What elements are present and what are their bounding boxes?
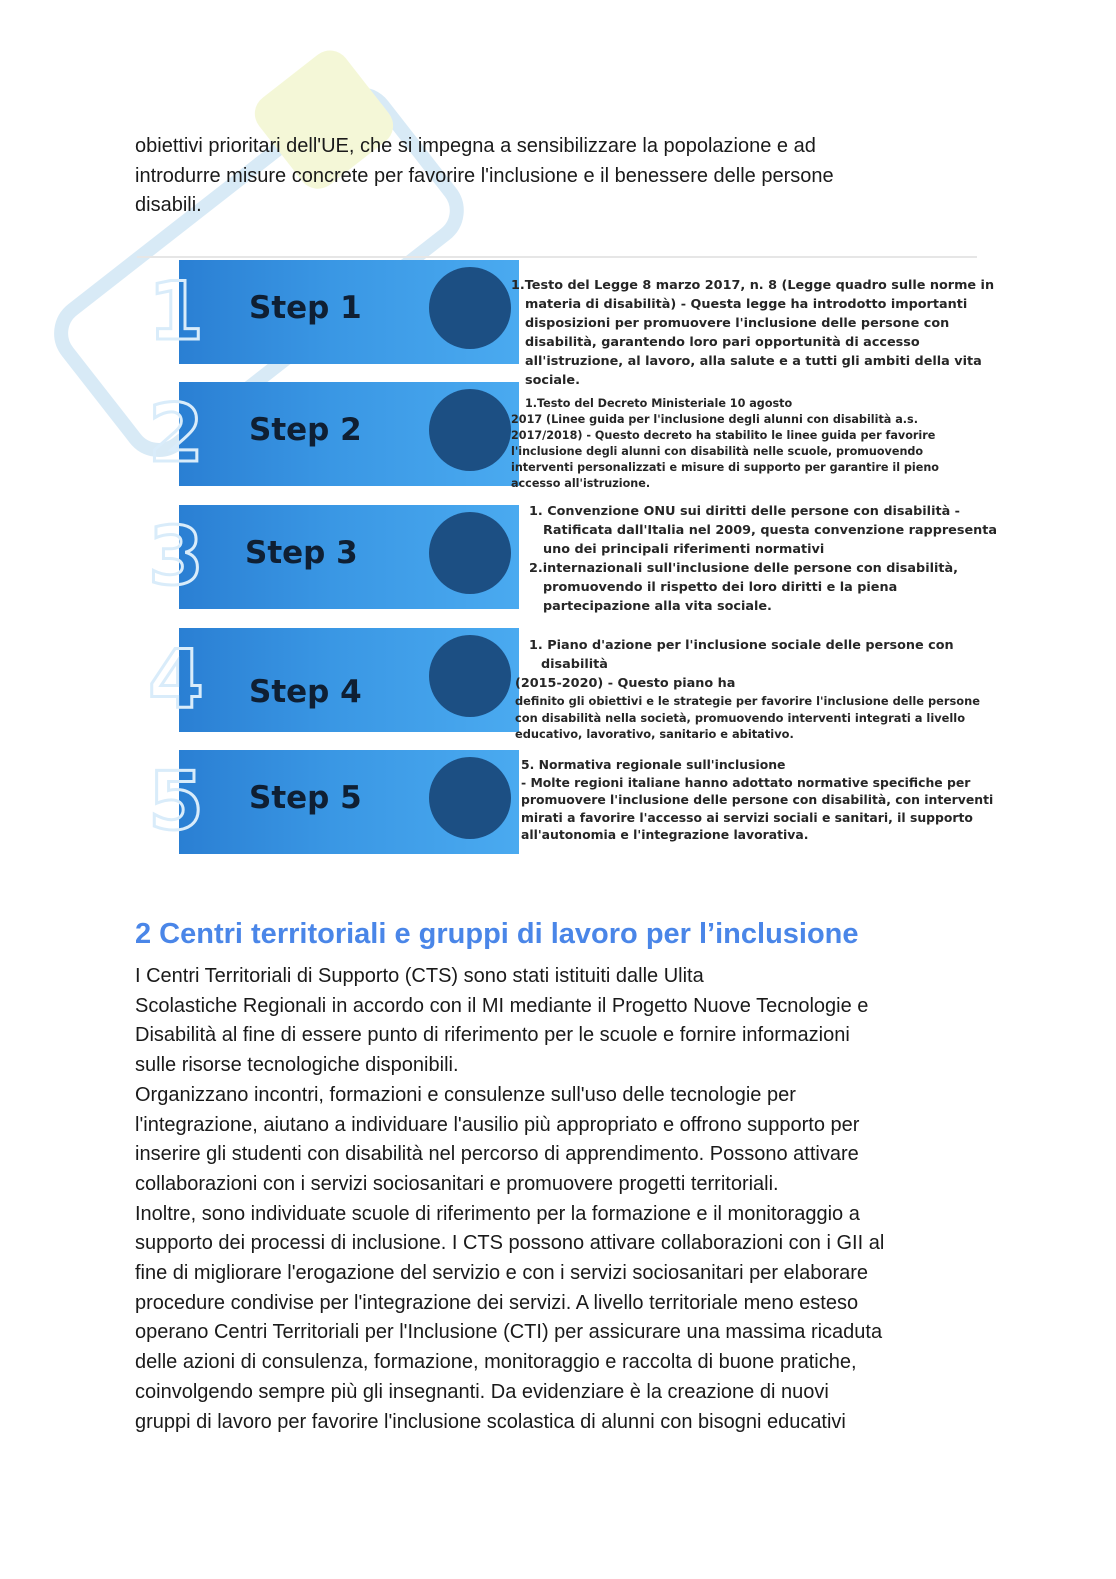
step-text-line: 2017/2018) - Questo decreto ha stabilito le linee guida per favorire bbox=[511, 429, 936, 442]
step-text-line: uno dei principali riferimenti normativi bbox=[543, 542, 825, 557]
step-text-line: partecipazione alla vita sociale. bbox=[543, 599, 772, 614]
step-text-line: 1.Testo del Decreto Ministeriale 10 agosto bbox=[525, 397, 793, 410]
step-text-line: sociale. bbox=[525, 373, 580, 388]
step-text-line: definito gli obiettivi e le strategie per favorire l'inclusione delle persone bbox=[515, 694, 980, 708]
step-text-line: (2015-2020) - Questo piano ha bbox=[515, 676, 736, 691]
step-text-line: 2.internazionali sull'inclusione delle persone con disabilità, bbox=[529, 561, 958, 576]
body-line: procedure condivise per l'integrazione dei servizi. A livello territoriale meno esteso bbox=[135, 1291, 859, 1314]
step-description bbox=[515, 636, 981, 743]
step-text-line: disposizioni per promuovere l'inclusione delle persone con bbox=[525, 316, 950, 331]
step-label: Step 3 bbox=[245, 535, 358, 571]
body-line: Organizzano incontri, formazioni e consulenze sull'uso delle tecnologie per bbox=[135, 1083, 796, 1106]
step-text-line: mirati a favorire l'accesso ai servizi sociali e sanitari, il supporto bbox=[521, 809, 973, 825]
body-text bbox=[135, 962, 995, 1437]
intro-paragraph bbox=[135, 132, 995, 221]
body-line: Inoltre, sono individuate scuole di riferimento per la formazione e il monitoraggio a bbox=[135, 1202, 860, 1225]
step-text-line: 1.Testo del Legge 8 marzo 2017, n. 8 (Legge quadro sulle norme in bbox=[511, 278, 995, 293]
body-line: sulle risorse tecnologiche disponibili. bbox=[135, 1054, 459, 1077]
intro-line: disabili. bbox=[135, 194, 202, 217]
step-text-line: - Molte regioni italiane hanno adottato normative specifiche per bbox=[521, 774, 971, 790]
intro-line: obiettivi prioritari dell'UE, che si impegna a sensibilizzare la popolazione e ad bbox=[135, 135, 816, 157]
step-text-line: l'inclusione degli alunni con disabilità nelle scuole, promuovendo bbox=[511, 445, 924, 458]
step-text-line: disabilità, garantendo loro pari opportunità di accesso bbox=[525, 335, 920, 350]
body-line: l'integrazione, aiutano a individuare l'ausilio più appropriato e offrono supporto per bbox=[135, 1113, 860, 1136]
body-line: operano Centri Territoriali per l'Inclusione (CTI) per assicurare una massima ricaduta bbox=[135, 1321, 883, 1344]
body-paragraph-3 bbox=[135, 1200, 995, 1438]
body-line: delle azioni di consulenza, formazione, monitoraggio e raccolta di buone pratiche, bbox=[135, 1351, 857, 1374]
step-label: Step 4 bbox=[249, 674, 362, 710]
section-heading: 2 Centri territoriali e gruppi di lavoro per l’inclusione bbox=[135, 918, 859, 950]
step-text-line: 5. Normativa regionale sull'inclusione bbox=[521, 757, 786, 772]
step-text-line: accesso all'istruzione. bbox=[511, 477, 651, 490]
step-label: Step 1 bbox=[249, 290, 362, 326]
body-line: supporto dei processi di inclusione. I CTS possono attivare collaborazioni con i GII al bbox=[135, 1232, 885, 1255]
step-text-line: promuovere l'inclusione delle persone con disabilità, con interventi bbox=[521, 792, 994, 807]
body-line: I Centri Territoriali di Supporto (CTS) sono stati istituiti dalle Ulita bbox=[135, 965, 704, 987]
step-row-1 bbox=[137, 256, 995, 388]
intro-line: introdurre misure concrete per favorire l'inclusione e il benessere delle persone bbox=[135, 164, 834, 187]
body-line: gruppi di lavoro per favorire l'inclusione scolastica di alunni con bisogni educativi bbox=[135, 1410, 846, 1433]
body-line: inserire gli studenti con disabilità nel percorso di apprendimento. Possono attivare bbox=[135, 1143, 859, 1166]
step-text-line: all'istruzione, al lavoro, alla salute e a tutti gli ambiti della vita bbox=[525, 354, 982, 369]
step-text-line: 1. Convenzione ONU sui diritti delle persone con disabilità - bbox=[529, 504, 960, 519]
body-line: fine di migliorare l'erogazione del servizio e con i servizi sociosanitari per elaborare bbox=[135, 1262, 869, 1285]
step-row-5 bbox=[137, 746, 994, 858]
step-text-line: promuovendo il rispetto dei loro diritti e la piena bbox=[543, 580, 898, 595]
step-text-line: disabilità bbox=[541, 657, 608, 672]
body-paragraph-1 bbox=[135, 962, 995, 1081]
step-description bbox=[521, 756, 994, 844]
step-text-line: con disabilità nella società, promuovendo interventi integrati a livello bbox=[515, 710, 966, 725]
step-number-outline: 5 bbox=[148, 755, 204, 848]
step-circle bbox=[429, 757, 511, 839]
body-line: collaborazioni con i servizi sociosanitari e promuovere progetti territoriali. bbox=[135, 1172, 779, 1195]
step-circle bbox=[429, 635, 511, 717]
body-line: Disabilità al fine di essere punto di riferimento per le scuole e fornire informazioni bbox=[135, 1024, 850, 1047]
body-line: coinvolgendo sempre più gli insegnanti. Da evidenziare è la creazione di nuovi bbox=[135, 1380, 829, 1403]
step-text-line: interventi personalizzati e misure di supporto per garantire il pieno bbox=[511, 461, 939, 474]
body-paragraph-2 bbox=[135, 1081, 995, 1200]
step-label: Step 5 bbox=[249, 780, 362, 816]
step-description bbox=[529, 502, 998, 616]
step-row-3 bbox=[137, 501, 998, 614]
step-number-outline: 3 bbox=[148, 510, 204, 603]
step-row-2 bbox=[137, 378, 977, 490]
step-number-outline: 1 bbox=[148, 265, 204, 358]
step-number-outline: 4 bbox=[148, 633, 204, 726]
step-description bbox=[511, 396, 977, 492]
step-label: Step 2 bbox=[249, 412, 362, 448]
step-text-line: 2017 (Linee guida per l'inclusione degli alunni con disabilità a.s. bbox=[511, 413, 918, 426]
step-circle bbox=[429, 389, 511, 471]
step-row-4 bbox=[137, 624, 980, 741]
step-number-outline: 2 bbox=[148, 387, 204, 480]
step-description bbox=[511, 276, 995, 390]
step-circle bbox=[429, 267, 511, 349]
step-text-line: materia di disabilità) - Questa legge ha introdotto importanti bbox=[525, 297, 968, 312]
steps-infographic bbox=[137, 256, 998, 856]
step-text-line: all'autonomia e l'integrazione lavorativa. bbox=[521, 827, 809, 842]
step-text-line: educativo, lavorativo, sanitario e abitativo. bbox=[515, 727, 794, 741]
body-line: Scolastiche Regionali in accordo con il MI mediante il Progetto Nuove Tecnologie e bbox=[135, 994, 869, 1017]
step-text-line: Ratificata dall'Italia nel 2009, questa convenzione rappresenta bbox=[543, 523, 998, 538]
step-circle bbox=[429, 512, 511, 594]
step-text-line: 1. Piano d'azione per l'inclusione sociale delle persone con bbox=[529, 638, 954, 653]
